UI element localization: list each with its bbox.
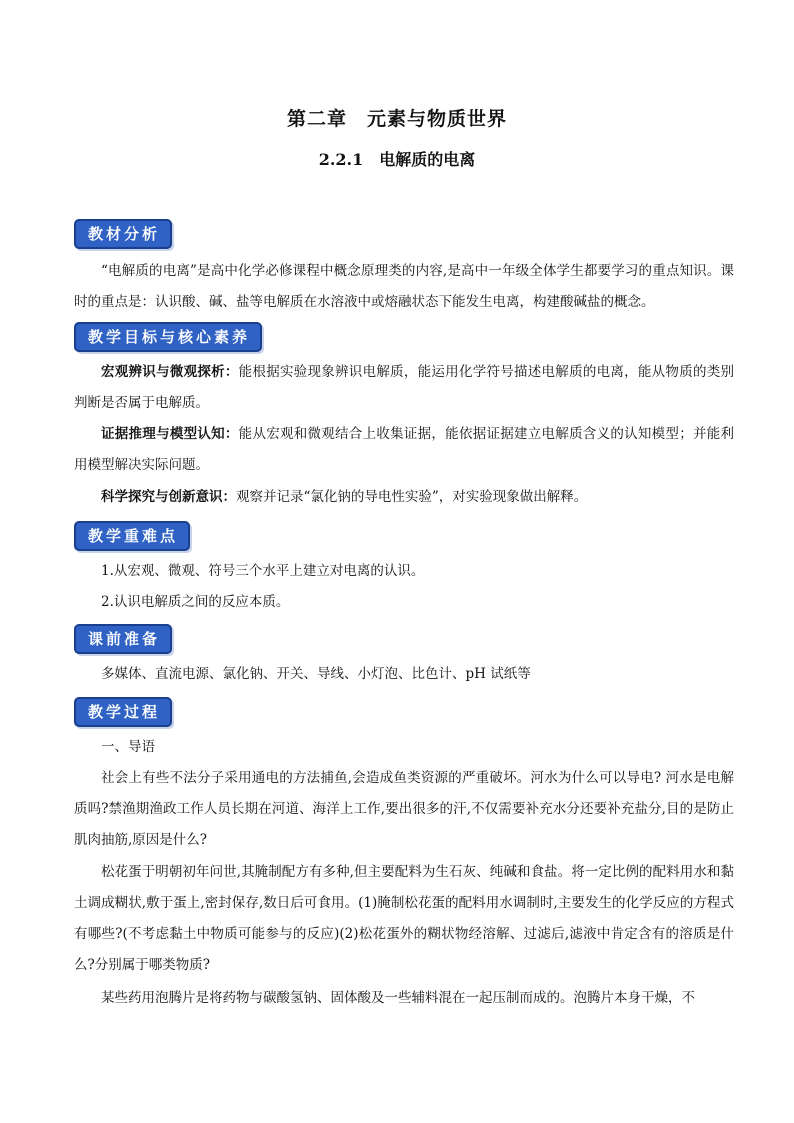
objective-heading: 科学探究与创新意识： (101, 489, 236, 505)
analysis-text: “电解质的电离”是高中化学必修课程中概念原理类的内容,是高中一年级全体学生都要学习的重点知识。课时的重点是：认识酸、碱、盐等电解质在水溶液中或熔融状态下能发生电离，构建酸碱盐的概念。 (74, 263, 734, 310)
objective-macro-micro (74, 357, 734, 419)
objective-text: 观察并记录“氯化钠的导电性实验”，对实验现象做出解释。 (236, 489, 588, 505)
lesson-title: 2.2.1 电解质的电离 (318, 150, 476, 169)
process-paragraph: 某些药用泡腾片是将药物与碳酸氢钠、固体酸及一些辅料混在一起压制而成的。泡腾片本身干燥，不 (101, 990, 695, 1006)
objective-text: 能根据实验现象辨识电解质，能运用化学符号描述电解质的电离，能从物质的类别判断是否属于电解质。 (74, 364, 735, 411)
preparation-text: 多媒体、直流电源、氯化钠、开关、导线、小灯泡、比色计、pH 试纸等 (101, 666, 531, 682)
keypoint-item: 1.从宏观、微观、符号三个水平上建立对电离的认识。 (101, 563, 425, 579)
objective-heading: 宏观辨识与微观探析： (101, 364, 239, 380)
intro-heading: 一、导语 (101, 739, 155, 755)
process-paragraph: 松花蛋于明朝初年问世,其腌制配方有多种,但主要配料为生石灰、纯碱和食盐。将一定比例的配料用水和黏土调成糊状,敷于蛋上,密封保存,数日后可食用。(1)腌制松花蛋的配料用水调制时,主要发生的化学反应的方程式有哪些?(不考虑黏土中物质可能参与的反应)(2)松花蛋外的糊状物经溶解、过滤后,滤液中肯定含有的溶质是什么?分别属于哪类物质? (74, 864, 734, 973)
objective-evidence-model (74, 419, 734, 481)
section-badge-objectives: 教学目标与核心素养 (74, 322, 262, 352)
objective-heading: 证据推理与模型认知： (101, 426, 239, 442)
section-badge-preparation: 课前准备 (74, 624, 172, 654)
section-badge-keypoints: 教学重难点 (74, 521, 190, 551)
keypoint-item: 2.认识电解质之间的反应本质。 (101, 594, 290, 610)
objective-inquiry (74, 482, 734, 513)
chapter-title: 第二章 元素与物质世界 (286, 108, 507, 130)
objective-text: 能从宏观和微观结合上收集证据，能依据证据建立电解质含义的认知模型；并能利用模型解决实际问题。 (74, 426, 735, 473)
process-paragraph: 社会上有些不法分子采用通电的方法捕鱼,会造成鱼类资源的严重破坏。河水为什么可以导电? 河水是电解质吗?禁渔期渔政工作人员长期在河道、海洋上工作,要出很多的汗,不仅需要补充水分还要补充盐分,目的是防止肌肉抽筋,原因是什么? (74, 770, 734, 848)
section-badge-process: 教学过程 (74, 697, 172, 727)
section-badge-analysis: 教材分析 (74, 219, 172, 249)
